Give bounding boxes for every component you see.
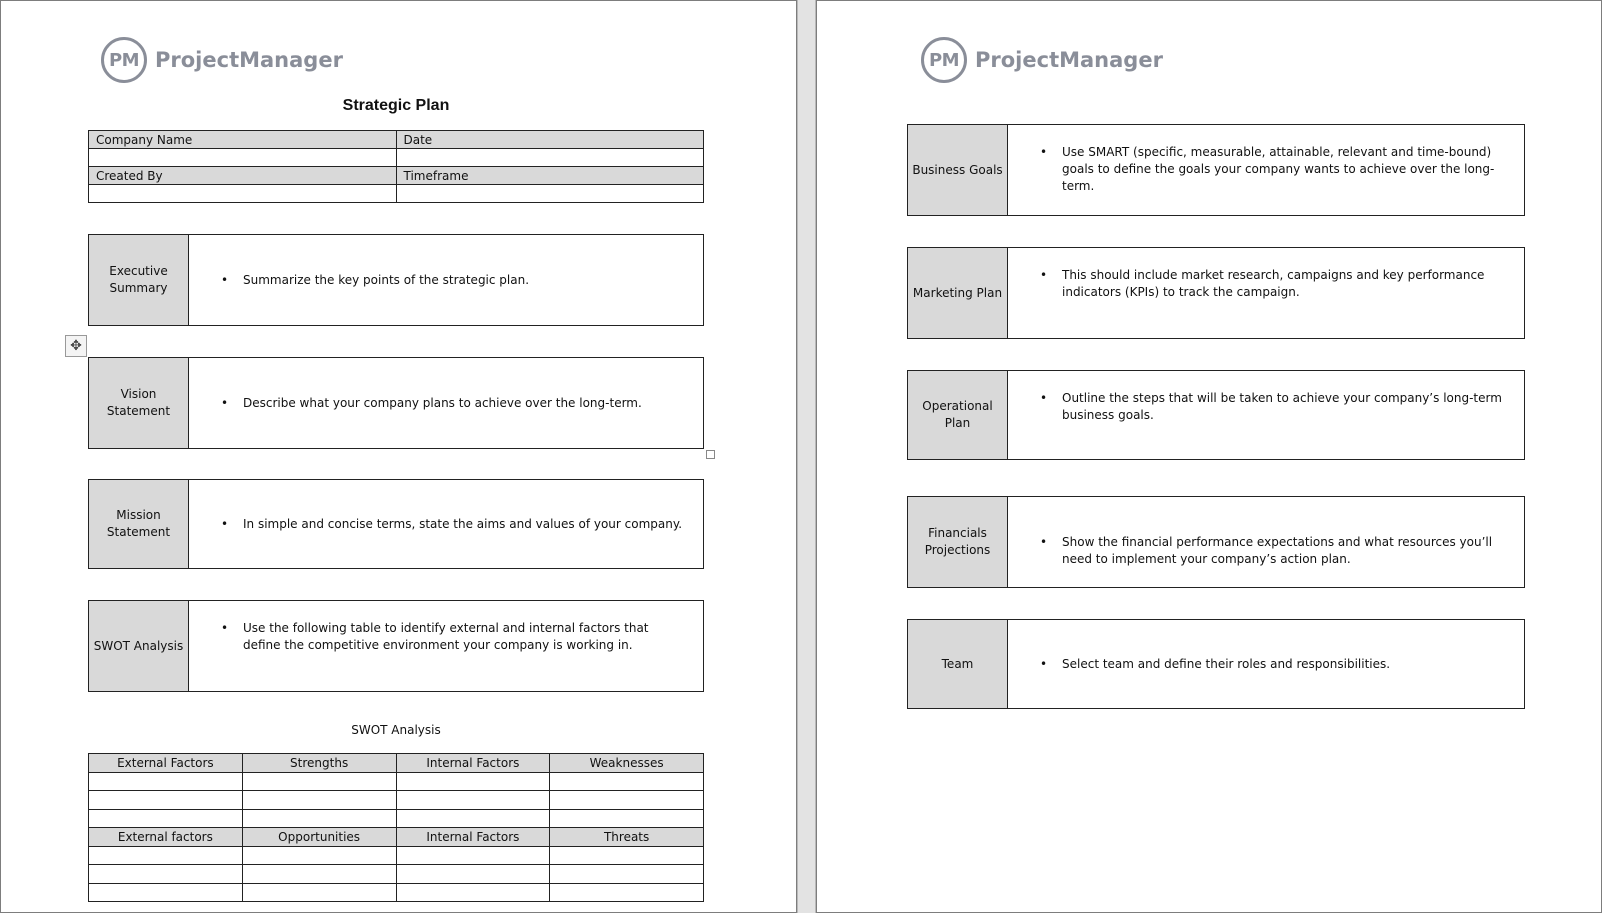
section-body[interactable] xyxy=(1008,620,1524,708)
swot-cell[interactable] xyxy=(550,883,704,902)
section-body[interactable] xyxy=(189,480,703,568)
swot-cell[interactable] xyxy=(242,883,396,902)
section-body[interactable] xyxy=(1008,248,1524,338)
section-label[interactable]: Operational Plan xyxy=(908,371,1008,459)
swot-cell[interactable] xyxy=(396,809,550,828)
swot-cell[interactable] xyxy=(89,791,243,810)
section-operational-plan xyxy=(907,370,1525,460)
resize-square-icon[interactable] xyxy=(706,450,715,459)
created-by-cell[interactable] xyxy=(89,185,397,203)
document-page-left xyxy=(0,0,797,913)
projectmanager-logo xyxy=(101,37,343,83)
section-label[interactable]: Mission Statement xyxy=(89,480,189,568)
section-label[interactable]: Marketing Plan xyxy=(908,248,1008,338)
section-body[interactable] xyxy=(189,235,703,325)
swot-cell[interactable] xyxy=(550,809,704,828)
swot-cell[interactable] xyxy=(550,772,704,791)
bullet-marker: • xyxy=(1040,268,1048,282)
swot-header-cell[interactable]: External factors xyxy=(89,828,243,847)
bullet-marker: • xyxy=(221,621,229,635)
document-title[interactable]: Strategic Plan xyxy=(342,97,450,114)
swot-header-cell[interactable]: Strengths xyxy=(242,754,396,773)
section-business-goals xyxy=(907,124,1525,216)
swot-cell[interactable] xyxy=(396,883,550,902)
section-text: In simple and concise terms, state the aims and values of your company. xyxy=(243,516,683,531)
section-body[interactable] xyxy=(189,358,703,448)
pm-logo-icon: PM xyxy=(101,37,147,83)
swot-header-cell[interactable]: Weaknesses xyxy=(550,754,704,773)
section-team xyxy=(907,619,1525,709)
section-body[interactable] xyxy=(1008,371,1524,459)
pm-logo-icon: PM xyxy=(921,37,967,83)
swot-cell[interactable] xyxy=(89,865,243,884)
created-by-label[interactable]: Created By xyxy=(89,167,397,185)
swot-table xyxy=(88,753,704,902)
section-label[interactable]: Financials Projections xyxy=(908,497,1008,587)
section-text: Use SMART (specific, measurable, attainable, relevant and time-bound) goals to define the goals your company wants to achieve over the long-term. xyxy=(1062,145,1495,193)
swot-cell[interactable] xyxy=(89,846,243,865)
section-text: Summarize the key points of the strategic plan. xyxy=(243,272,530,287)
section-text: Outline the steps that will be taken to achieve your company’s long-term business goals. xyxy=(1062,391,1502,422)
swot-cell[interactable] xyxy=(396,791,550,810)
move-cross-icon[interactable]: ✥ xyxy=(65,335,87,357)
bullet-marker: • xyxy=(1040,145,1048,159)
swot-cell[interactable] xyxy=(550,791,704,810)
section-swot-analysis xyxy=(88,600,704,692)
swot-cell[interactable] xyxy=(89,883,243,902)
section-label[interactable]: Executive Summary xyxy=(89,235,189,325)
bullet-marker: • xyxy=(1040,656,1048,671)
company-name-label[interactable]: Company Name xyxy=(89,131,397,149)
page-gutter xyxy=(797,0,816,913)
swot-header-cell[interactable]: Internal Factors xyxy=(396,754,550,773)
section-label[interactable]: Vision Statement xyxy=(89,358,189,448)
section-text: Use the following table to identify external and internal factors that define the competitive environment your company is working in. xyxy=(243,621,649,652)
section-text: Select team and define their roles and responsibilities. xyxy=(1062,656,1391,671)
swot-cell[interactable] xyxy=(550,865,704,884)
section-text: This should include market research, campaigns and key performance indicators (KPIs) to track the campaign. xyxy=(1062,268,1485,299)
swot-header-cell[interactable]: Internal Factors xyxy=(396,828,550,847)
swot-cell[interactable] xyxy=(242,865,396,884)
company-name-cell[interactable] xyxy=(89,149,397,167)
bullet-marker: • xyxy=(221,272,229,287)
document-page-right xyxy=(816,0,1602,913)
section-body[interactable] xyxy=(189,601,703,691)
swot-header-cell[interactable]: Opportunities xyxy=(242,828,396,847)
section-body[interactable] xyxy=(1008,497,1524,587)
section-text: Describe what your company plans to achieve over the long-term. xyxy=(243,395,642,410)
section-body[interactable] xyxy=(1008,125,1524,215)
bullet-marker: • xyxy=(1040,535,1048,549)
section-mission-statement xyxy=(88,479,704,569)
section-text: Show the financial performance expectations and what resources you’ll need to implement your company’s action plan. xyxy=(1062,535,1493,566)
bullet-marker: • xyxy=(221,395,229,410)
info-table xyxy=(88,130,704,203)
section-label[interactable]: Team xyxy=(908,620,1008,708)
swot-cell[interactable] xyxy=(242,772,396,791)
swot-cell[interactable] xyxy=(396,846,550,865)
swot-cell[interactable] xyxy=(550,846,704,865)
swot-header-cell[interactable]: External Factors xyxy=(89,754,243,773)
swot-cell[interactable] xyxy=(89,809,243,828)
swot-cell[interactable] xyxy=(396,865,550,884)
date-label[interactable]: Date xyxy=(396,131,704,149)
logo-text: ProjectManager xyxy=(155,48,343,72)
timeframe-label[interactable]: Timeframe xyxy=(396,167,704,185)
section-label[interactable]: SWOT Analysis xyxy=(89,601,189,691)
section-label[interactable]: Business Goals xyxy=(908,125,1008,215)
section-marketing-plan xyxy=(907,247,1525,339)
date-cell[interactable] xyxy=(396,149,704,167)
swot-cell[interactable] xyxy=(242,809,396,828)
projectmanager-logo xyxy=(921,37,1163,83)
swot-cell[interactable] xyxy=(242,791,396,810)
swot-cell[interactable] xyxy=(396,772,550,791)
swot-cell[interactable] xyxy=(89,772,243,791)
section-vision-statement xyxy=(88,357,704,449)
section-executive-summary xyxy=(88,234,704,326)
bullet-marker: • xyxy=(221,516,229,531)
logo-text: ProjectManager xyxy=(975,48,1163,72)
timeframe-cell[interactable] xyxy=(396,185,704,203)
swot-caption[interactable]: SWOT Analysis xyxy=(351,723,441,737)
swot-header-cell[interactable]: Threats xyxy=(550,828,704,847)
section-financials-projections xyxy=(907,496,1525,588)
bullet-marker: • xyxy=(1040,391,1048,405)
swot-cell[interactable] xyxy=(242,846,396,865)
